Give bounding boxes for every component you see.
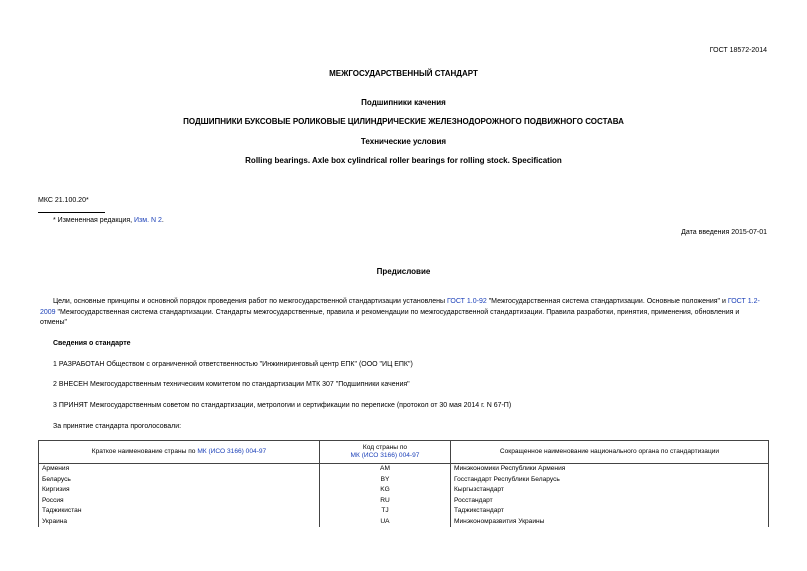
cell-code: KG	[320, 485, 451, 496]
cell-body: Росстандарт	[451, 496, 769, 507]
introduction-date: Дата введения 2015-07-01	[681, 229, 767, 236]
cell-body: Кыргызстандарт	[451, 485, 769, 496]
cell-code: UA	[320, 517, 451, 528]
header-country	[39, 441, 320, 464]
header-country-link[interactable]: МК (ИСО 3166) 004-97	[197, 448, 267, 455]
preface-paragraph	[40, 297, 768, 329]
table-row	[39, 506, 769, 517]
standard-info-heading: Сведения о стандарте	[53, 340, 131, 347]
standard-type: МЕЖГОСУДАРСТВЕННЫЙ СТАНДАРТ	[329, 69, 478, 78]
table-row	[39, 464, 769, 475]
cell-body: Минэкономразвития Украины	[451, 517, 769, 528]
info-item-3: 3 ПРИНЯТ Межгосударственным советом по стандартизации, метрологии и сертификации по переписке (протокол от 30 мая 2014 г. N 67-П)	[53, 402, 512, 409]
table-row	[39, 485, 769, 496]
footnote-amendment-link[interactable]: Изм. N 2	[134, 217, 162, 224]
english-title: Rolling bearings. Axle box cylindrical roller bearings for rolling stock. Specification	[245, 156, 562, 165]
cell-code: TJ	[320, 506, 451, 517]
header-code-link[interactable]: МК (ИСО 3166) 004-97	[350, 452, 420, 459]
cell-code: AM	[320, 464, 451, 475]
preface-text-1: Цели, основные принципы и основной порядок проведения работ по межгосударственной стандартизации установлены	[53, 298, 446, 305]
preface-heading: Предисловие	[376, 267, 431, 276]
voted-caption: За принятие стандарта проголосовали:	[53, 423, 182, 430]
cell-body: Минэкономики Республики Армения	[451, 464, 769, 475]
footnote	[53, 217, 164, 224]
cell-code: RU	[320, 496, 451, 507]
cell-body: Госстандарт Республики Беларусь	[451, 475, 769, 486]
main-title: ПОДШИПНИКИ БУКСОВЫЕ РОЛИКОВЫЕ ЦИЛИНДРИЧЕСКИЕ ЖЕЛЕЗНОДОРОЖНОГО ПОДВИЖНОГО СОСТАВА	[183, 117, 624, 126]
cell-country: Таджикистан	[39, 506, 320, 517]
info-item-1: 1 РАЗРАБОТАН Обществом с ограниченной ответственностью "Инжиниринговый центр ЕПК" (ООО "ИЦ ЕПК")	[53, 361, 413, 368]
spec-title: Технические условия	[360, 137, 447, 146]
table-row	[39, 517, 769, 528]
mks-code: МКС 21.100.20*	[38, 197, 89, 204]
preface-text-2: "Межгосударственная система стандартизации. Основные положения" и	[488, 298, 726, 305]
preface-text-3: "Межгосударственная система стандартизации. Стандарты межгосударственные, правила и рекомендации по межгосударственной стандартизации. Правила разработки, принятия, применения, обновления и отмены"	[40, 308, 740, 326]
cell-country: Украина	[39, 517, 320, 528]
cell-country: Киргизия	[39, 485, 320, 496]
gost-1-2-link[interactable]: ГОСТ 1.2-2009	[40, 298, 760, 316]
header-code	[320, 441, 451, 464]
header-body: Сокращенное наименование национального органа по стандартизации	[451, 441, 769, 464]
cell-country: Армения	[39, 464, 320, 475]
table-header-row	[39, 441, 769, 464]
table-row	[39, 475, 769, 486]
footnote-divider	[38, 212, 105, 213]
cell-code: BY	[320, 475, 451, 486]
info-item-2: 2 ВНЕСЕН Межгосударственным техническим комитетом по стандартизации МТК 307 "Подшипники качения"	[53, 381, 410, 388]
gost-1-0-link[interactable]: ГОСТ 1.0-92	[447, 298, 487, 305]
cell-body: Таджикстандарт	[451, 506, 769, 517]
subject-title: Подшипники качения	[361, 98, 446, 107]
footnote-suffix: .	[161, 217, 164, 224]
document-number: ГОСТ 18572-2014	[709, 47, 767, 54]
cell-country: Россия	[39, 496, 320, 507]
footnote-prefix: * Измененная редакция,	[53, 217, 133, 224]
table-row	[39, 496, 769, 507]
cell-country: Беларусь	[39, 475, 320, 486]
voting-states-table	[38, 440, 769, 527]
header-code-text: Код страны по	[362, 444, 408, 451]
header-country-text: Краткое наименование страны по	[91, 448, 196, 455]
